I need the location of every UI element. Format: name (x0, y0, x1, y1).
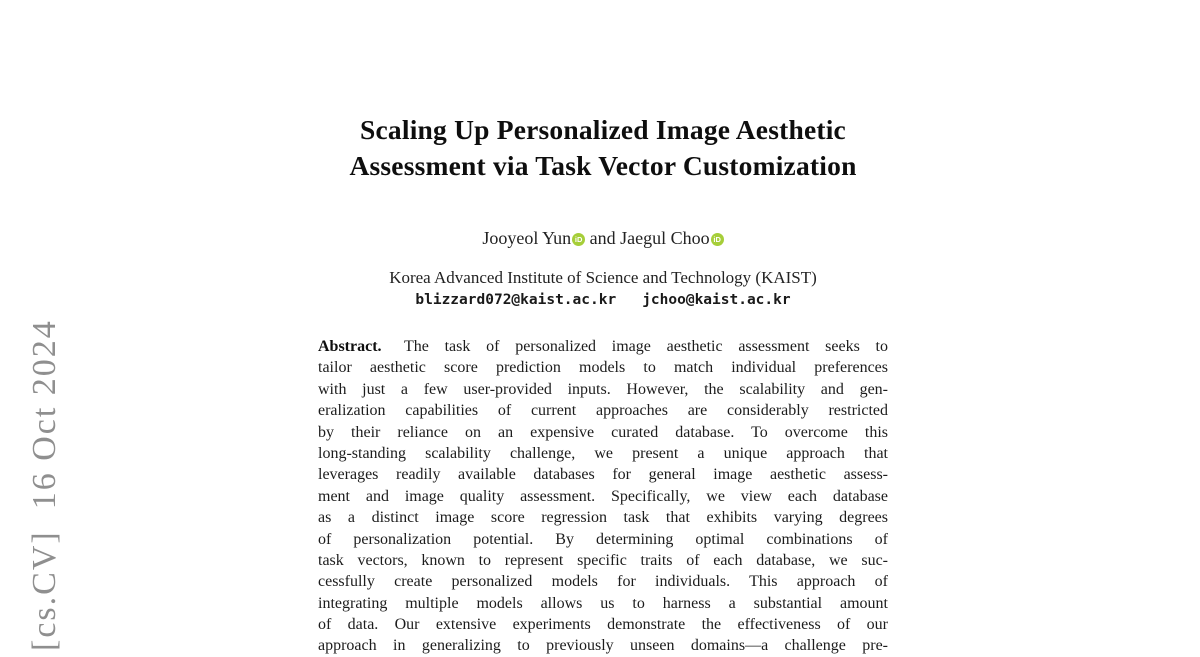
abstract-line: of data. Our extensive experiments demonstrate the effectiveness of our (318, 616, 888, 634)
abstract-line: of personalization potential. By determining optimal combinations of (318, 530, 888, 548)
abstract-label: Abstract. (318, 338, 382, 355)
affiliation: Korea Advanced Institute of Science and Technology (KAIST) (389, 268, 817, 287)
abstract-line: by their reliance on an expensive curated database. To overcome this (318, 423, 888, 441)
author-line (250, 226, 956, 250)
orcid-icon[interactable]: iD (711, 233, 724, 246)
abstract-line: leverages readily available databases for general image aesthetic assess- (318, 466, 888, 484)
abstract-line: cessfully create personalized models for individuals. This approach of (318, 573, 888, 591)
abstract-line: approach in generalizing to previously unseen domains—a challenge pre- (318, 637, 888, 655)
abstract-line-text: The task of personalized image aesthetic assessment seeks to (404, 338, 888, 355)
author-name-2: Jaegul Choo (620, 228, 710, 248)
abstract-line: eralization capabilities of current approaches are considerably restricted (318, 402, 888, 420)
abstract-line: tailor aesthetic score prediction models to match individual preferences (318, 359, 888, 377)
email-line (250, 291, 956, 310)
paper-title (250, 112, 956, 184)
abstract-line: task vectors, known to represent specific traits of each database, we suc- (318, 551, 888, 569)
abstract (318, 336, 888, 657)
orcid-icon[interactable]: iD (572, 233, 585, 246)
abstract-line: long-standing scalability challenge, we present a unique approach that (318, 444, 888, 462)
paper-title-line1: Scaling Up Personalized Image Aesthetic (360, 114, 846, 145)
email-address-2: jchoo@kaist.ac.kr (642, 292, 791, 308)
abstract-line: as a distinct image score regression task that exhibits varying degrees (318, 509, 888, 527)
email-address-1: blizzard072@kaist.ac.kr (415, 292, 617, 308)
paper-title-line2: Assessment via Task Vector Customization (349, 150, 857, 181)
abstract-line: integrating multiple models allows us to harness a substantial amount (318, 594, 888, 612)
abstract-line (318, 336, 888, 357)
author-name-1: Jooyeol Yun (482, 228, 572, 248)
author-separator: and (589, 228, 616, 248)
abstract-line: with just a few user-provided inputs. However, the scalability and gen- (318, 380, 888, 398)
arxiv-category-stamp: [cs.CV] 16 Oct 2024 (26, 319, 63, 651)
abstract-line: ment and image quality assessment. Specifically, we view each database (318, 487, 888, 505)
